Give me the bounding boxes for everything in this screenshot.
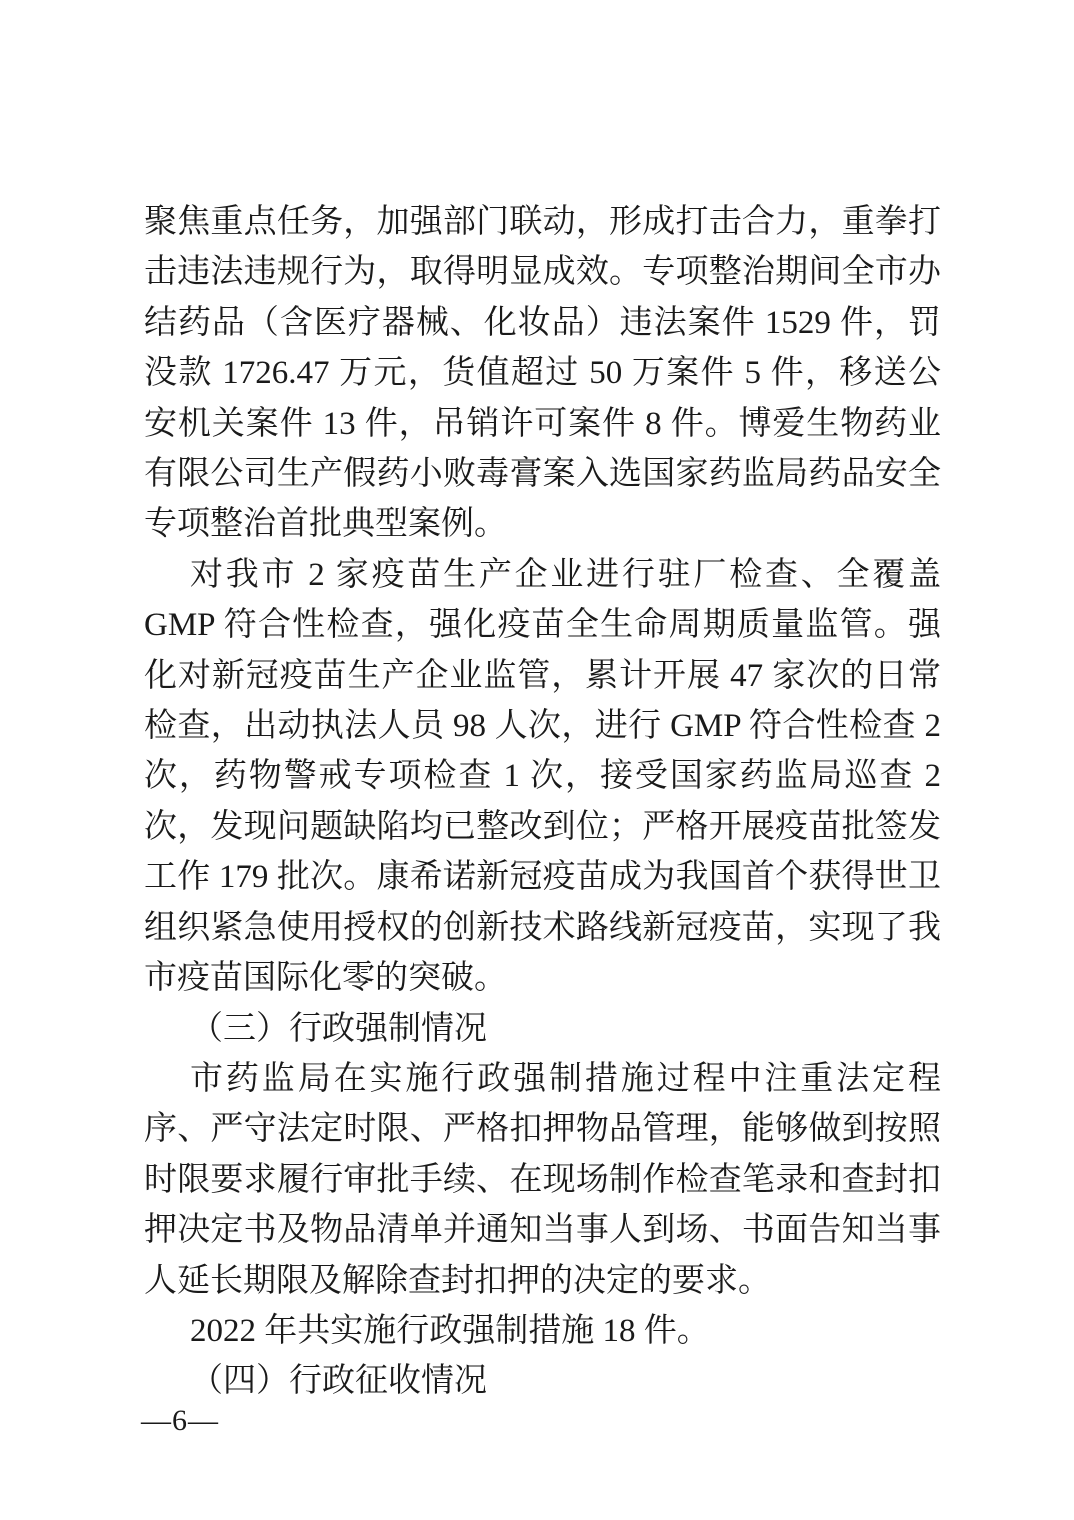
heading-section-3-administrative-coercion: （三）行政强制情况 bbox=[190, 1010, 487, 1047]
page-number: —6— bbox=[141, 1404, 219, 1437]
document-body bbox=[144, 197, 941, 1407]
paragraph-coercion-count-2022: 2022 年共实施行政强制措施 18 件。 bbox=[190, 1312, 710, 1349]
paragraph-coercion-procedures: 市药监局在实施行政强制措施过程中注重法定程序、严守法定时限、严格扣押物品管理，能够做到按照时限要求履行审批手续、在现场制作检查笔录和查封扣押决定书及物品清单并通知当事人到场、书面告知当事人延长期限及解除查封扣押的决定的要求。 bbox=[144, 1060, 941, 1299]
heading-section-4-administrative-levy: （四）行政征收情况 bbox=[190, 1363, 487, 1400]
paragraph-special-rectification-results: 聚焦重点任务，加强部门联动，形成打击合力，重拳打击违法违规行为，取得明显成效。专项整治期间全市办结药品（含医疗器械、化妆品）违法案件 1529 件，罚没款 1726.47 万元，货值超过 50 万案件 5 件，移送公安机关案件 13 件，吊销许可案件 8 件。博爱生物药业有限公司生产假药小败毒膏案入选国家药监局药品安全专项整治首批典型案例。 bbox=[144, 204, 942, 543]
paragraph-vaccine-supervision: 对我市 2 家疫苗生产企业进行驻厂检查、全覆盖 GMP 符合性检查，强化疫苗全生命周期质量监管。强化对新冠疫苗生产企业监管，累计开展 47 家次的日常检查，出动执法人员 98 人次，进行 GMP 符合性检查 2 次，药物警戒专项检查 1 次，接受国家药监局巡查 2 次，发现问题缺陷均已整改到位；严格开展疫苗批签发工作 179 批次。康希诺新冠疫苗成为我国首个获得世卫组织紧急使用授权的创新技术路线新冠疫苗，实现了我市疫苗国际化零的突破。 bbox=[144, 556, 941, 997]
